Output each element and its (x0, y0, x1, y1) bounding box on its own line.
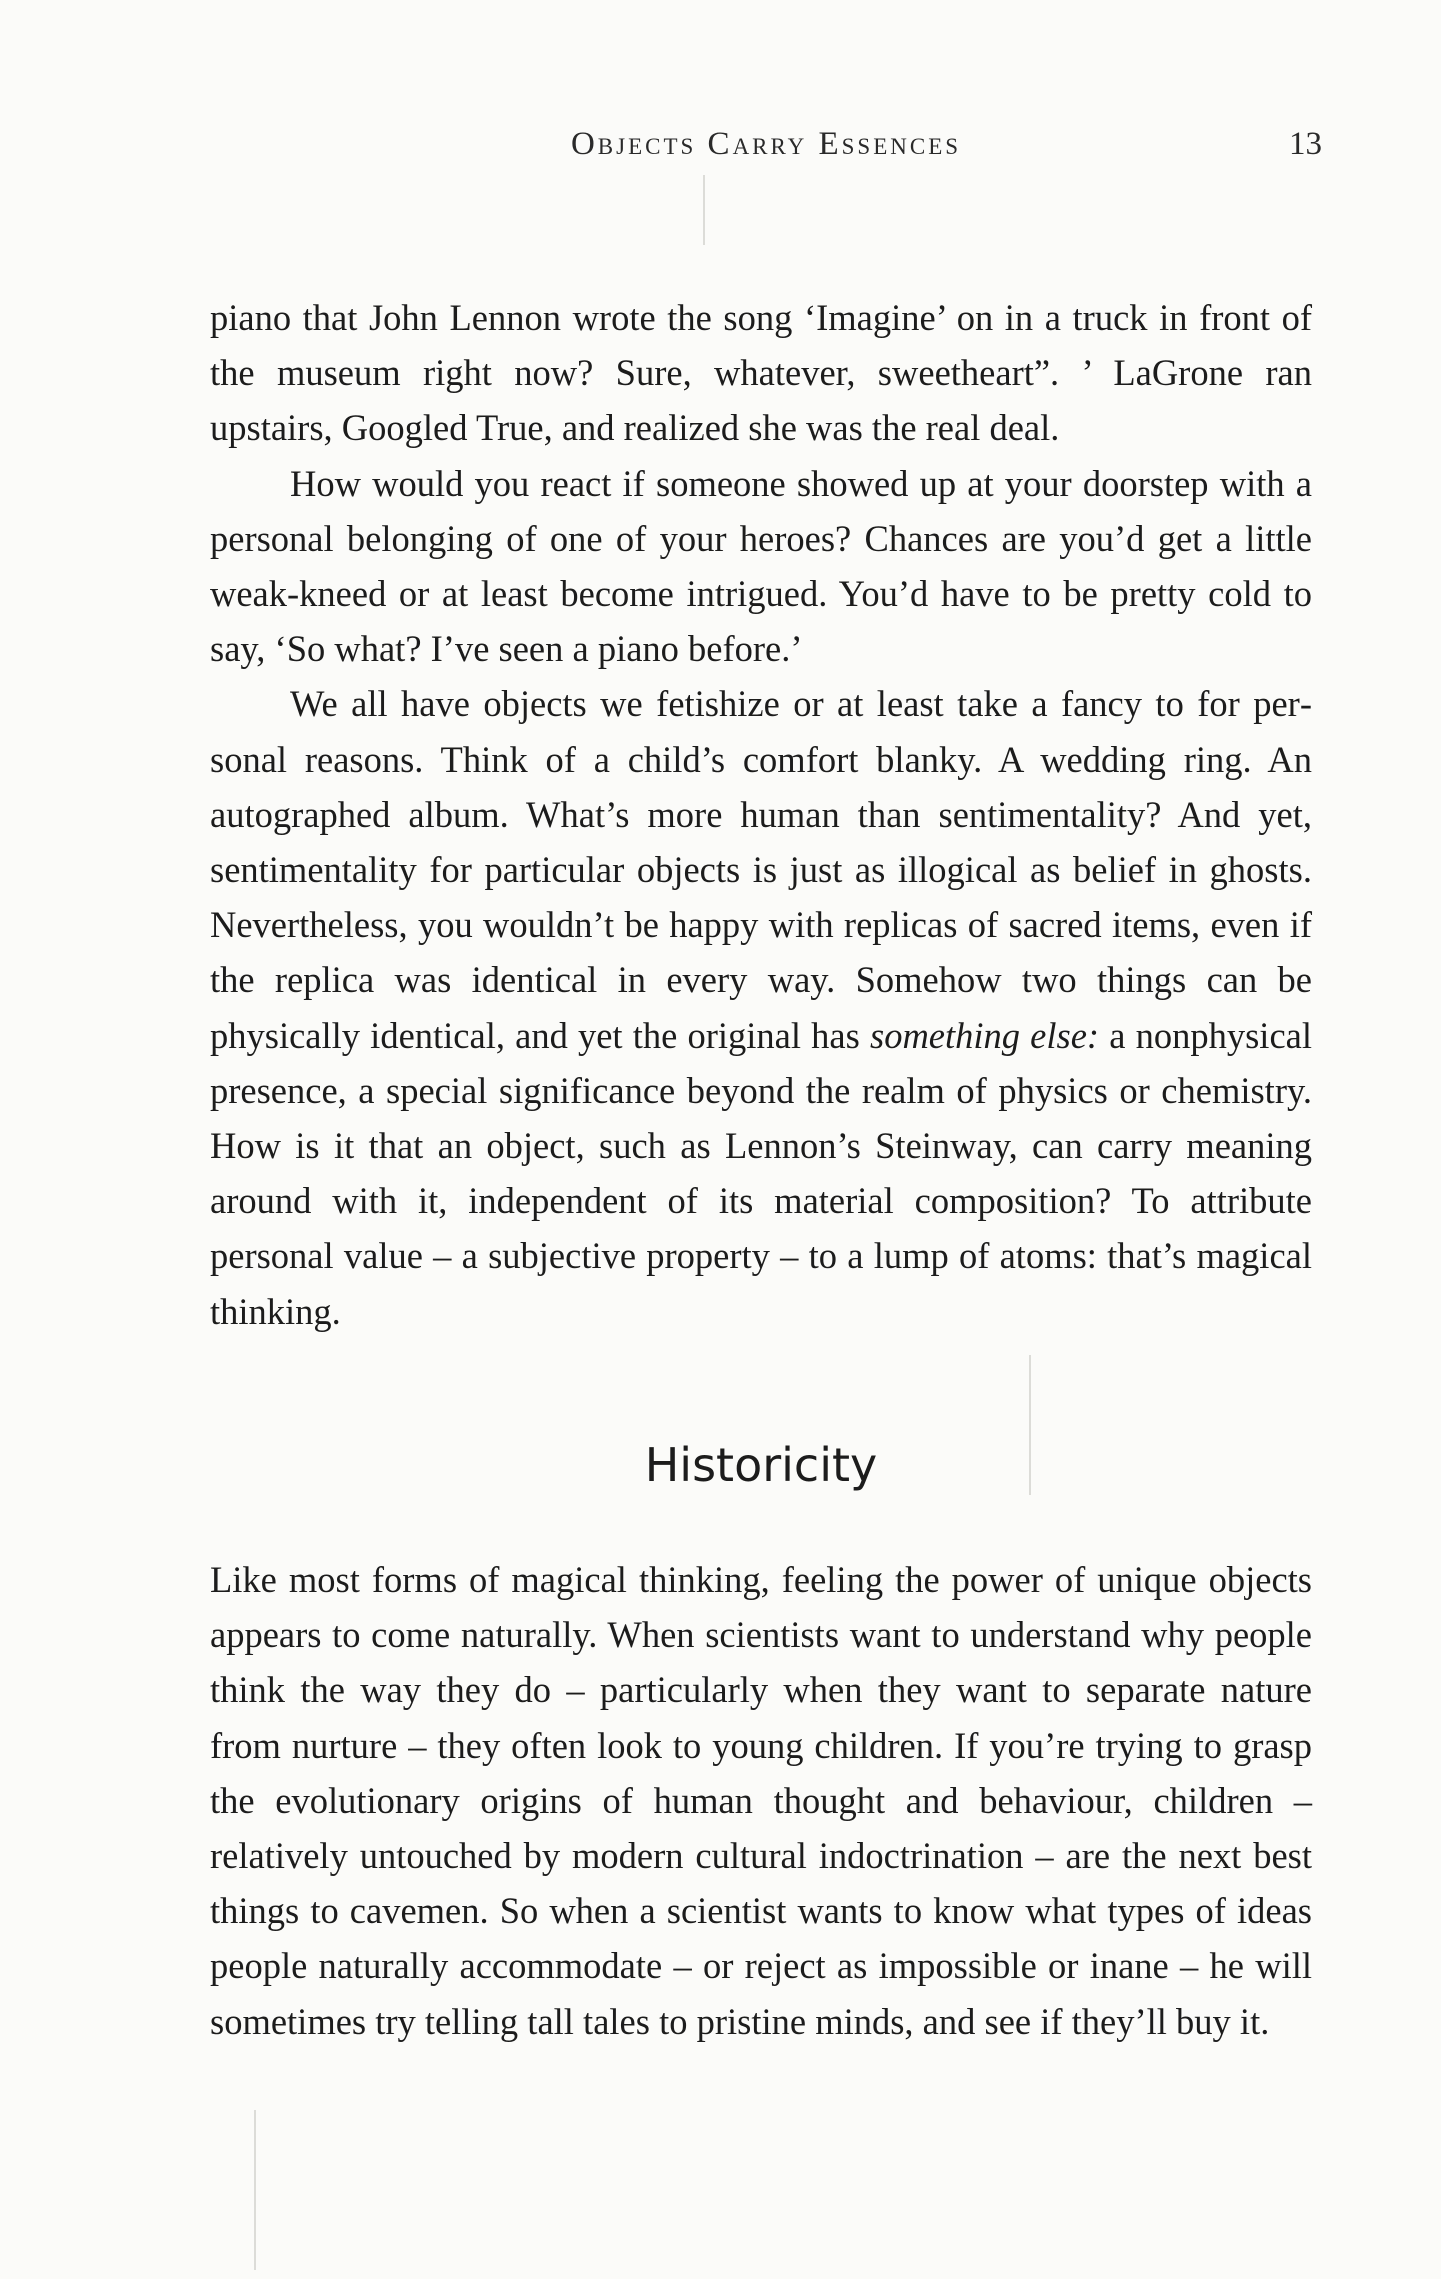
scan-artifact-line (254, 2110, 256, 2270)
body-text-section-2 (210, 1552, 1312, 2049)
section-heading: Historicity (644, 1438, 878, 1492)
paragraph (210, 676, 1312, 1338)
paragraph: piano that John Lennon wrote the song ‘Imagine’ on in a truck in front of the museum right now? Sure, whatever, sweetheart”. ’ LaGrone ran upstairs, Googled True, and realized she was the real deal. (210, 297, 1312, 449)
emphasis-text: something else: (869, 1014, 1100, 1056)
paragraph-text: a nonphysical presence, a special significance beyond the realm of physics or chemistry. How is it that an object, such as Lennon’s Steinway, can carry meaning around with it, independent of its material composition? To attribute personal value – a subjective property – to a lump of atoms: that’s magical thinking. (210, 1014, 1312, 1332)
paragraph: How would you react if someone showed up at your doorstep with a personal belonging of one of your heroes? Chances are you’d get a little weak-kneed or at least become intrigued. You’d have to be pretty cold to say, ‘So what? I’ve seen a piano before.’ (210, 462, 1312, 670)
paragraph-text: We all have objects we fetishize or at least take a fancy to for personal reasons. Think of a child’s comfort blanky. A wedding ring. An autographed album. What’s more human than sentimentality? And yet, sentimentality for particular objects is just as illogical as belief in ghosts. Nevertheless, you wouldn’t be happy with replicas of sacred items, even if the replica was identical in every way. Somehow two things can be physically identical, and yet the original has (210, 683, 1312, 1056)
running-title: Objects Carry Essences (570, 126, 962, 162)
page-number: 13 (1289, 126, 1322, 162)
running-head (210, 126, 1322, 176)
scan-artifact-line (703, 175, 705, 245)
paragraph: Like most forms of magical thinking, feeling the power of unique objects appears to come naturally. When scientists want to understand why people think the way they do – particularly when they want to separate nature from nurture – they often look to young children. If you’re trying to grasp the evolutionary origins of human thought and behaviour, children – relatively untouched by modern cultural indoctrination – are the next best things to cavemen. So when a scientist wants to know what types of ideas people naturally accommodate – or reject as impossible or inane – he will sometimes try telling tall tales to pristine minds, and see if they’ll buy it. (210, 1559, 1312, 2042)
body-text-section-1 (210, 290, 1312, 1339)
